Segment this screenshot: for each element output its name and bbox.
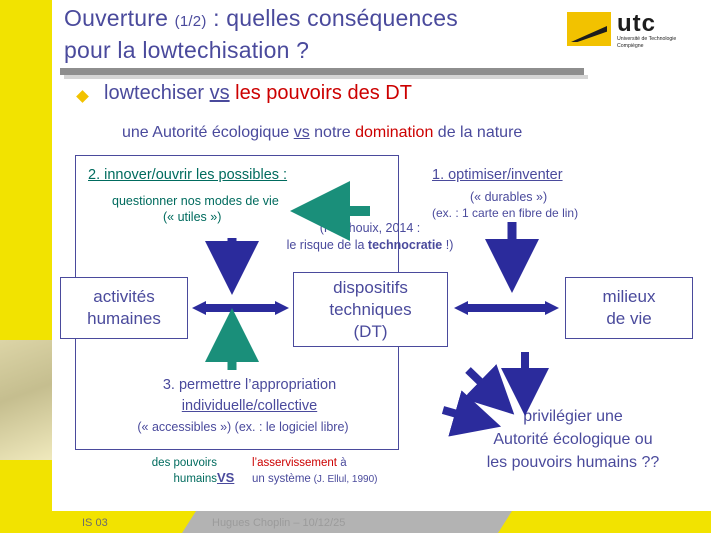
footer-course-code: IS 03	[82, 517, 108, 529]
label-accessibles: (« accessibles ») (ex. : le logiciel libre)	[137, 420, 349, 434]
pouvoirs-line2: humains	[173, 473, 217, 485]
label-vs: VS	[217, 470, 235, 485]
decorative-photo	[0, 340, 52, 460]
box-milieux-line2: de vie	[606, 309, 652, 328]
permettre-line1: 3. permettre l’appropriation	[162, 377, 337, 393]
diamond-bullet-icon	[76, 90, 89, 103]
subtitle-vs: vs	[293, 124, 310, 141]
privilegier-line1: privilégier une	[523, 408, 623, 425]
title-line2: pour la lowtechisation ?	[64, 37, 310, 63]
title-rest: : quelles conséquences	[213, 5, 458, 31]
subtitle-p3: notre	[309, 124, 356, 141]
subtitle-p1: une	[122, 124, 153, 141]
utc-logo-mark-icon	[567, 12, 611, 46]
bullet-part2: les pouvoirs des DT	[229, 82, 412, 104]
box-dispositifs-line2: techniques	[329, 299, 412, 319]
pouvoirs-line1: des pouvoirs	[151, 457, 217, 469]
bihouix-line2c: !)	[442, 238, 454, 252]
box-milieux-de-vie	[565, 277, 693, 339]
title-main: Ouverture	[64, 5, 169, 31]
label-durables: (« durables »)	[470, 190, 548, 204]
bullet-part1: lowtechiser	[104, 82, 210, 104]
label-privilegier	[448, 405, 698, 474]
asservissement-line2: un système	[252, 473, 311, 485]
asservissement-line1: l’asservissement	[252, 457, 337, 469]
label-questionner: questionner nos modes de vie	[112, 194, 279, 208]
bihouix-line2a: le risque de la	[286, 238, 368, 252]
box-dispositifs-line1: dispositifs	[333, 277, 408, 297]
bullet-vs: vs	[209, 82, 230, 104]
asservissement-line2b: (J. Ellul, 1990)	[310, 474, 378, 485]
label-bihouix	[245, 220, 495, 254]
box-dispositifs-techniques	[293, 272, 448, 347]
title-rule	[60, 68, 584, 75]
box-activites-humaines	[60, 277, 188, 339]
slide-footer	[52, 507, 711, 533]
box-activites-line2: humaines	[87, 309, 161, 328]
label-pouvoirs-humains	[112, 455, 217, 487]
bihouix-line1: (P. Bihouix, 2014 :	[319, 221, 421, 235]
label-utiles: (« utiles »)	[163, 210, 222, 224]
label-innover	[88, 167, 388, 183]
box-activites-line1: activités	[93, 287, 155, 306]
subtitle-line	[122, 124, 522, 142]
left-yellow-bar	[0, 0, 52, 533]
asservissement-line1b: à	[337, 457, 347, 469]
bihouix-technocratie: technocratie	[367, 238, 443, 252]
utc-logo	[567, 8, 695, 56]
label-ex-carte: (ex. : 1 carte en fibre de lin)	[432, 206, 579, 220]
privilegier-line3: les pouvoirs humains ??	[486, 454, 660, 471]
subtitle-p2: Autorité écologique	[152, 124, 294, 141]
box-dispositifs-line3: (DT)	[353, 321, 388, 341]
label-asservissement	[252, 455, 427, 488]
title-pagination: (1/2)	[174, 13, 207, 30]
bullet-line	[104, 82, 412, 105]
privilegier-line2: Autorité écologique ou	[493, 431, 653, 448]
footer-author-date: Hugues Choplin – 10/12/25	[212, 517, 346, 529]
utc-logo-text: utc	[617, 10, 656, 37]
utc-logo-subtitle: Université de Technologie Compiègne	[617, 36, 677, 49]
page-title	[64, 4, 564, 65]
box-milieux-line1: milieux	[602, 287, 656, 306]
subtitle-p5: de la nature	[433, 124, 523, 141]
title-rule-shadow	[64, 75, 588, 79]
label-permettre	[112, 375, 387, 417]
subtitle-p4: domination	[355, 124, 434, 141]
permettre-line2: individuelle/collective	[181, 398, 318, 414]
label-innover-underlined: 2. innover/ouvrir les possibles :	[88, 167, 288, 183]
label-optimiser: 1. optimiser/inventer	[432, 167, 563, 183]
